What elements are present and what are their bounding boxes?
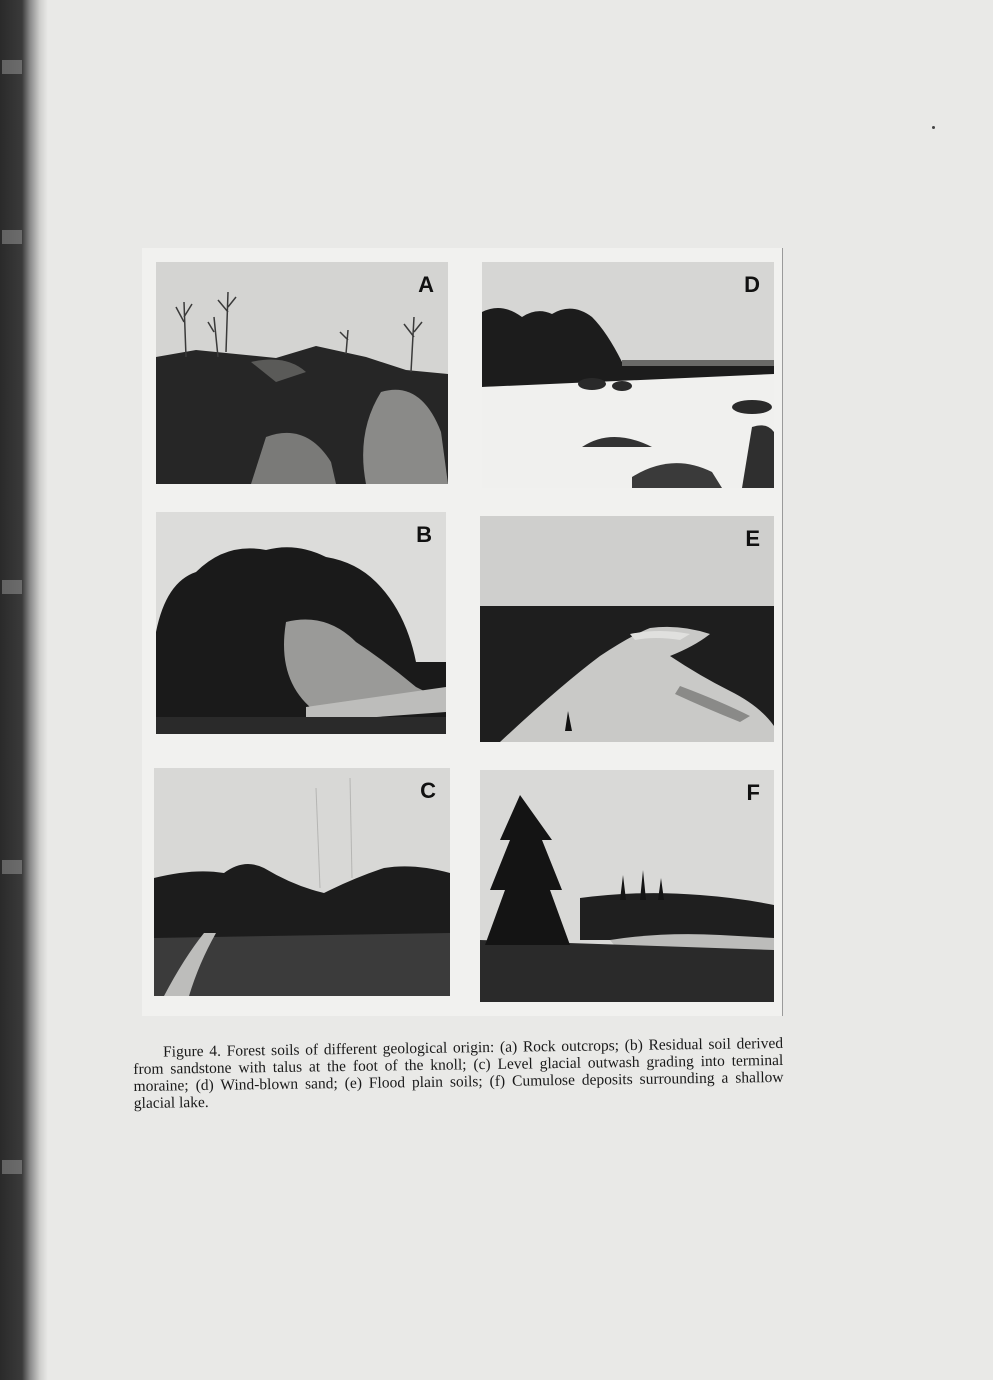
bleed-through-mark <box>2 860 22 874</box>
sand-dune-photo <box>482 262 774 488</box>
bleed-through-mark <box>2 230 22 244</box>
figure-caption <box>133 1035 784 1112</box>
bleed-through-mark <box>2 60 22 74</box>
panel-letter: E <box>745 526 760 551</box>
flood-plain-photo <box>480 516 774 742</box>
glacial-outwash-photo <box>154 768 450 996</box>
bleed-through-mark <box>2 580 22 594</box>
photo-panel-d <box>482 262 774 488</box>
panel-letter: B <box>416 522 432 547</box>
speck <box>932 126 935 129</box>
photo-panel-a <box>156 262 448 484</box>
photo-panel-f <box>480 770 774 1002</box>
panel-letter: C <box>420 778 436 803</box>
caption-text: Figure 4. Forest soils of different geological origin: (a) Rock outcrops; (b) Residual soil derived from sandstone with talus at the foot of the knoll; (c) Level glacial outwash grading into terminal moraine; (d) Wind-blown sand; (e) Flood plain soils; (f) Cumulose deposits surrounding a shallow glacial lake. <box>133 1034 784 1112</box>
photo-panel-c <box>154 768 450 996</box>
panel-letter: D <box>744 272 760 297</box>
figure-plate <box>142 248 783 1016</box>
panel-letter: A <box>418 272 434 297</box>
panel-letter: F <box>746 780 760 805</box>
rock-outcrop-photo <box>156 262 448 484</box>
sandstone-knoll-photo <box>156 512 446 734</box>
glacial-lake-photo <box>480 770 774 1002</box>
photo-panel-b <box>156 512 446 734</box>
photo-panel-e <box>480 516 774 742</box>
bleed-through-mark <box>2 1160 22 1174</box>
